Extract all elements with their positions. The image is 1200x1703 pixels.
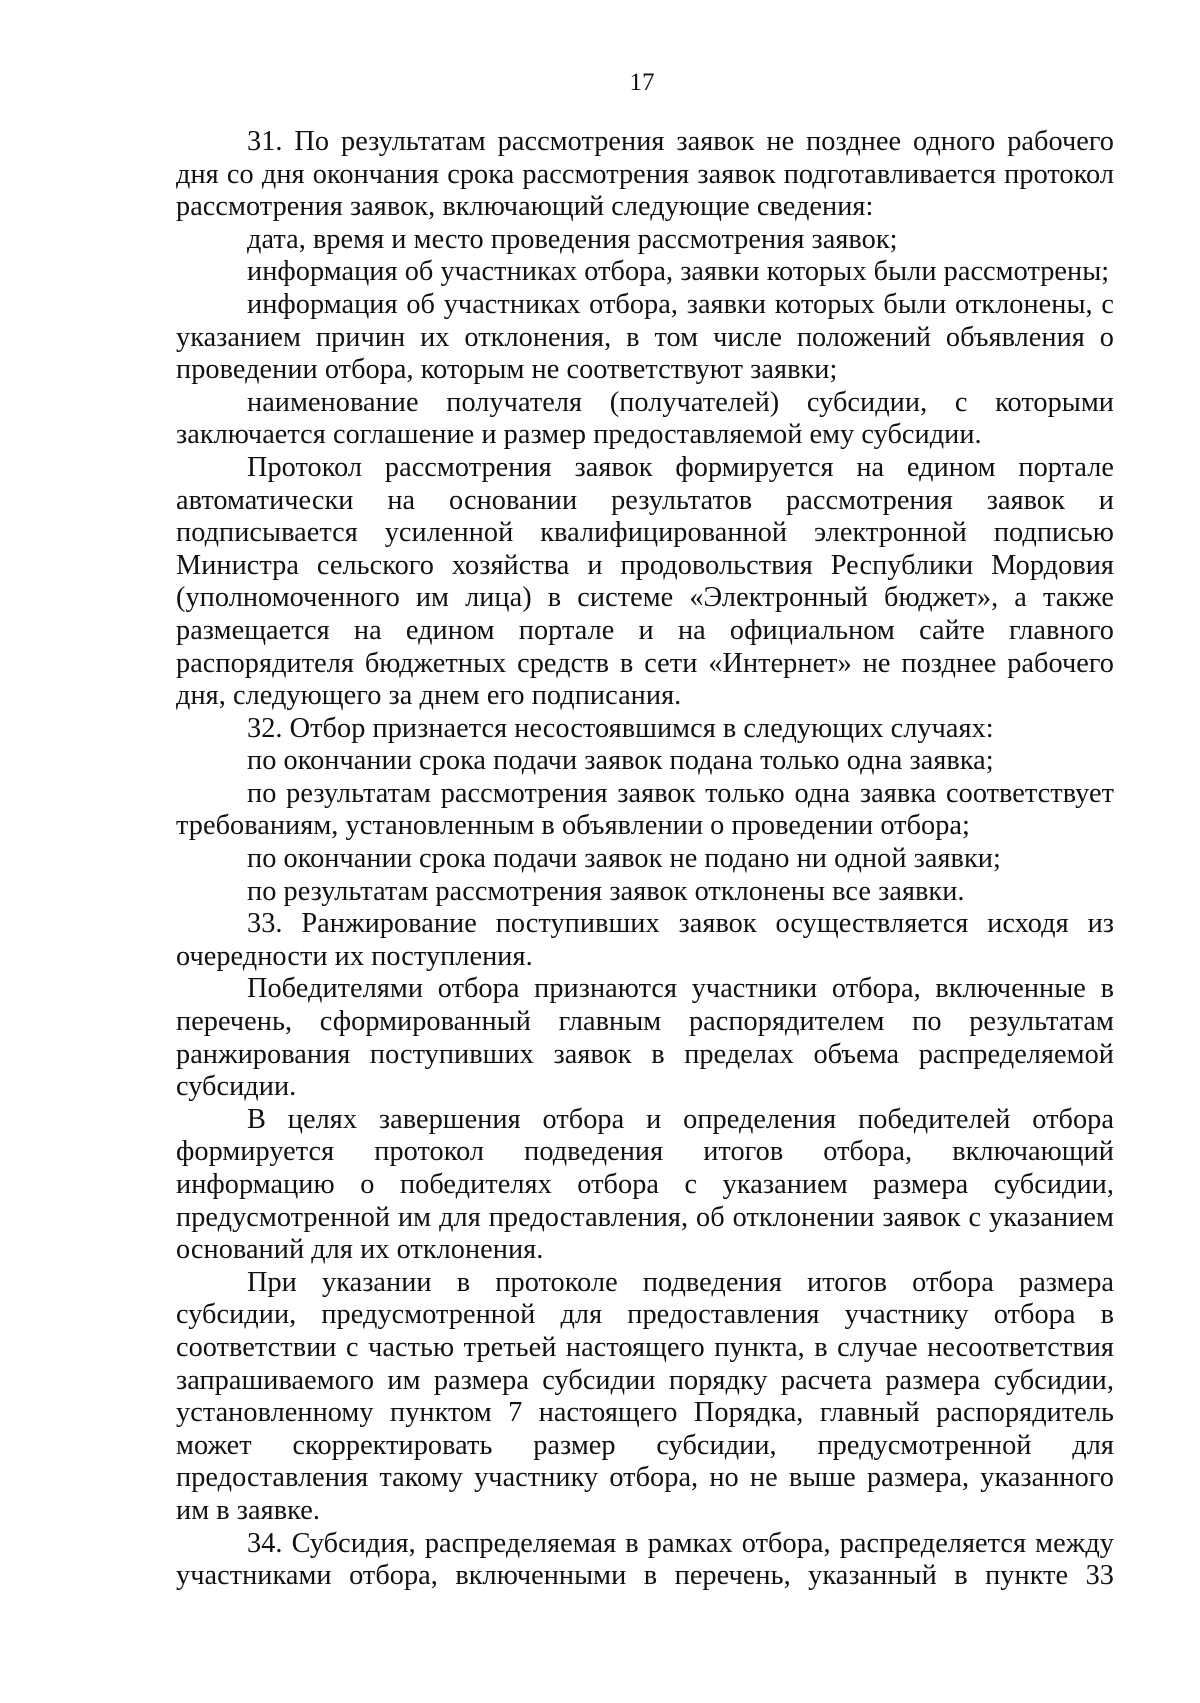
- paragraph-list-item: информация об участниках отбора, заявки которых были отклонены, с указанием причин их отклонения, в том числе положений объявления о проведении отбора, которым не соответствуют заявки;: [176, 288, 1114, 386]
- paragraph-34: 34. Субсидия, распределяемая в рамках отбора, распределяется между участниками отбора, включенными в перечень, указанный в пункте 33: [176, 1527, 1114, 1592]
- paragraph-list-item: наименование получателя (получателей) субсидии, с которыми заключается соглашение и размер предоставляемой ему субсидии.: [176, 386, 1114, 451]
- paragraph-list-item: по окончании срока подачи заявок подана только одна заявка;: [247, 745, 994, 777]
- paragraph-list-item: дата, время и место проведения рассмотрения заявок;: [247, 223, 898, 255]
- paragraph-list-item: по результатам рассмотрения заявок отклонены все заявки.: [247, 875, 965, 907]
- paragraph-protocol: Протокол рассмотрения заявок формируется на едином портале автоматически на основании результатов рассмотрения заявок и подписывается усиленной квалифицированной электронной подписью Министра сельского хозяйства и продовольствия Республики Мордовия (уполномоченного им лица) в системе «Электронный бюджет», а также размещается на едином портале и на официальном сайте главного распорядителя бюджетных средств в сети «Интернет» не позднее рабочего дня, следующего за днем его подписания.: [176, 451, 1114, 712]
- paragraph-winners: Победителями отбора признаются участники отбора, включенные в перечень, сформированный главным распорядителем по результатам ранжирования поступивших заявок в пределах объема распределяемой субсидии.: [176, 973, 1114, 1103]
- paragraph-results-protocol: В целях завершения отбора и определения победителей отбора формируется протокол подведения итогов отбора, включающий информацию о победителях отбора с указанием размера субсидии, предусмотренной им для предоставления, об отклонении заявок с указанием оснований для их отклонения.: [176, 1103, 1114, 1266]
- document-body: [176, 126, 1114, 1593]
- paragraph-list-item: информация об участниках отбора, заявки которых были рассмотрены;: [247, 256, 1110, 288]
- page-number: 17: [629, 69, 655, 96]
- paragraph-list-item: по окончании срока подачи заявок не подано ни одной заявки;: [247, 843, 1001, 875]
- paragraph-31-intro: 31. По результатам рассмотрения заявок не позднее одного рабочего дня со дня окончания срока рассмотрения заявок подготавливается протокол рассмотрения заявок, включающий следующие сведения:: [176, 126, 1114, 223]
- paragraph-32-intro: 32. Отбор признается несостоявшимся в следующих случаях:: [247, 712, 994, 744]
- paragraph-33: 33. Ранжирование поступивших заявок осуществляется исходя из очередности их поступления.: [176, 908, 1114, 972]
- paragraph-subsidy-correction: При указании в протоколе подведения итогов отбора размера субсидии, предусмотренной для предоставления участнику отбора в соответствии с частью третьей настоящего пункта, в случае несоответствия запрашиваемого им размера субсидии порядку расчета размера субсидии, установленному пунктом 7 настоящего Порядка, главный распорядитель может скорректировать размер субсидии, предусмотренной для предоставления такому участнику отбора, но не выше размера, указанного им в заявке.: [176, 1266, 1114, 1526]
- paragraph-list-item: по результатам рассмотрения заявок только одна заявка соответствует требованиям, установленным в объявлении о проведении отбора;: [176, 777, 1114, 842]
